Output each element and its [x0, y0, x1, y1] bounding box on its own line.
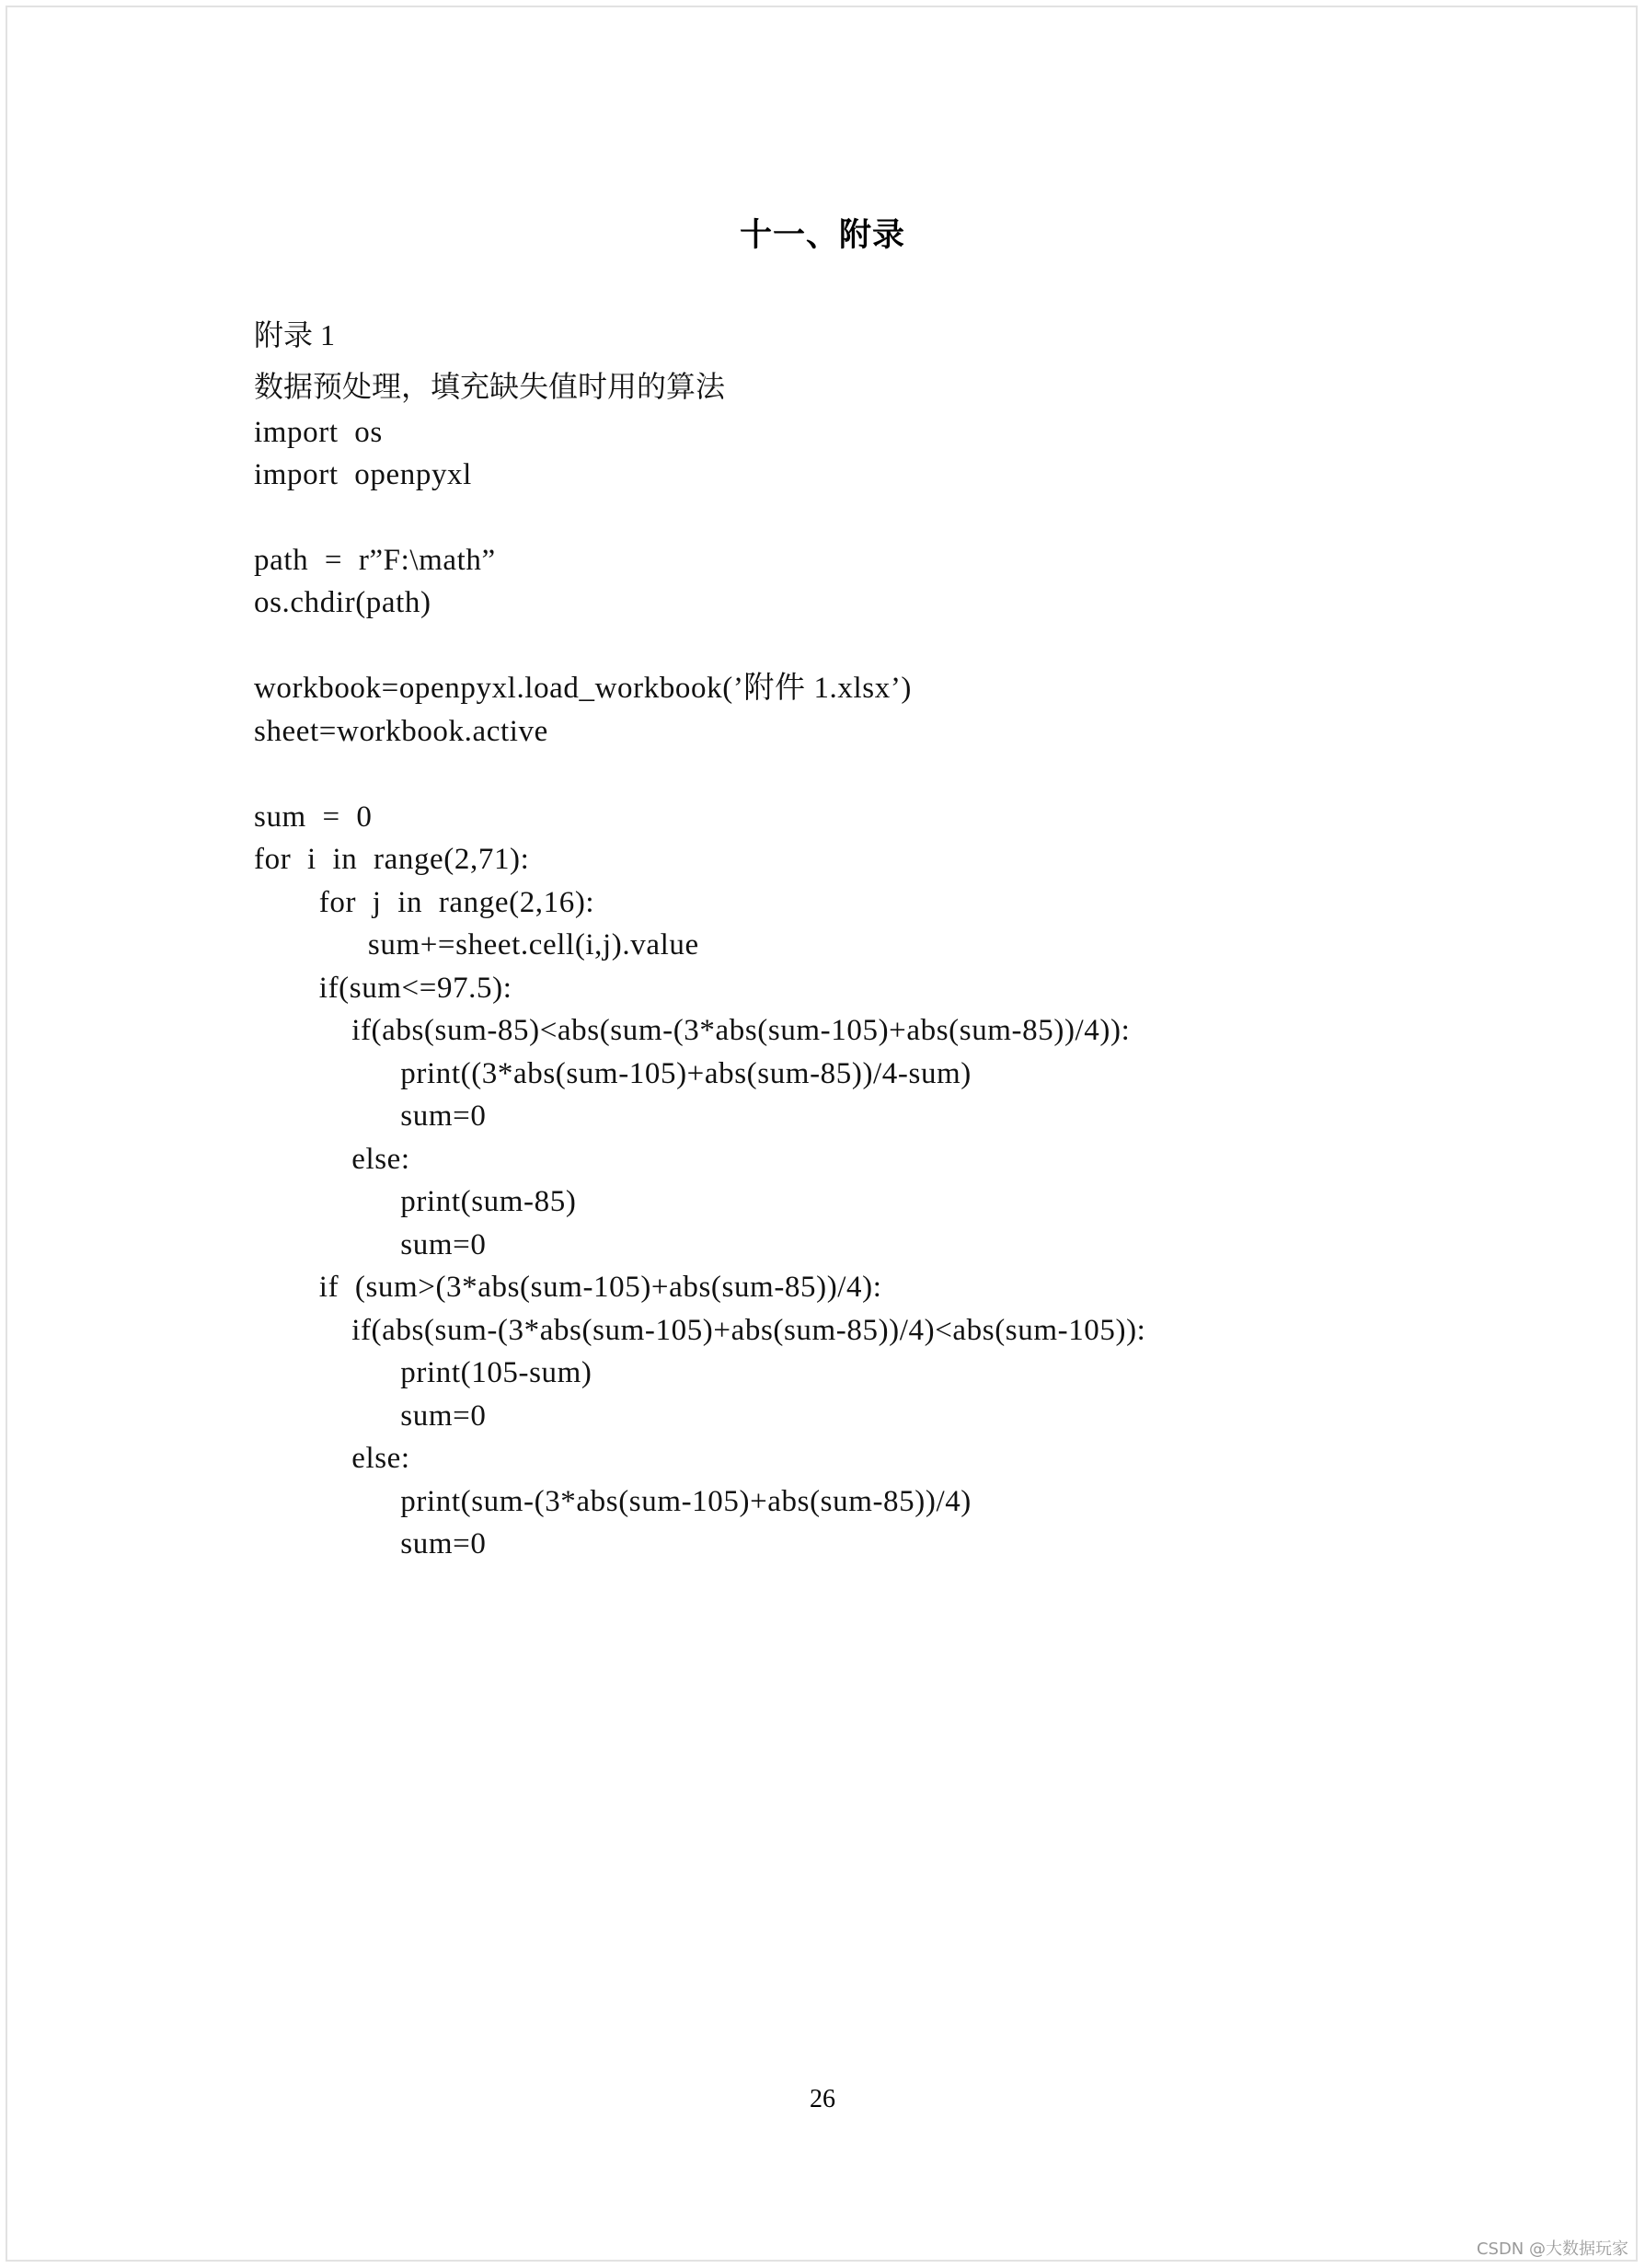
code-line: sum=0: [254, 1228, 487, 1261]
code-line: sheet=workbook.active: [254, 715, 548, 748]
code-line: if(sum<=97.5):: [254, 972, 512, 1005]
code-line: sum=0: [254, 1399, 487, 1433]
code-line: sum=0: [254, 1099, 487, 1133]
code-line: import openpyxl: [254, 458, 472, 491]
code-line: import os: [254, 416, 383, 449]
code-line: for j in range(2,16):: [254, 886, 595, 919]
page-border: [6, 6, 1638, 2262]
appendix-label: 附录 1: [254, 318, 336, 351]
code-line: if(abs(sum-85)<abs(sum-(3*abs(sum-105)+abs(sum-85))/4)):: [254, 1014, 1131, 1047]
code-line: sum+=sheet.cell(i,j).value: [254, 928, 699, 961]
code-line: print(sum-(3*abs(sum-105)+abs(sum-85))/4): [254, 1485, 972, 1518]
code-line: else:: [254, 1442, 410, 1475]
csdn-watermark: CSDN @大数据玩家: [1476, 2239, 1628, 2259]
code-line: sum=0: [254, 1527, 487, 1560]
code-line: print(sum-85): [254, 1185, 577, 1218]
code-line: print((3*abs(sum-105)+abs(sum-85))/4-sum): [254, 1057, 972, 1090]
code-line: else:: [254, 1143, 410, 1176]
section-title: 十一、附录: [739, 217, 905, 254]
code-line: sum = 0: [254, 800, 373, 834]
code-line: if (sum>(3*abs(sum-105)+abs(sum-85))/4):: [254, 1271, 882, 1304]
page-number: 26: [810, 2085, 835, 2113]
code-line: if(abs(sum-(3*abs(sum-105)+abs(sum-85))/4)<abs(sum-105)):: [254, 1314, 1146, 1347]
code-line: print(105-sum): [254, 1356, 592, 1389]
appendix-caption: 数据预处理，填充缺失值时用的算法: [254, 370, 726, 403]
code-line: for i in range(2,71):: [254, 843, 530, 876]
code-line: workbook=openpyxl.load_workbook(’附件 1.xlsx’): [254, 672, 913, 705]
code-line: path = r”F:\math”: [254, 544, 496, 577]
code-line: os.chdir(path): [254, 586, 431, 619]
